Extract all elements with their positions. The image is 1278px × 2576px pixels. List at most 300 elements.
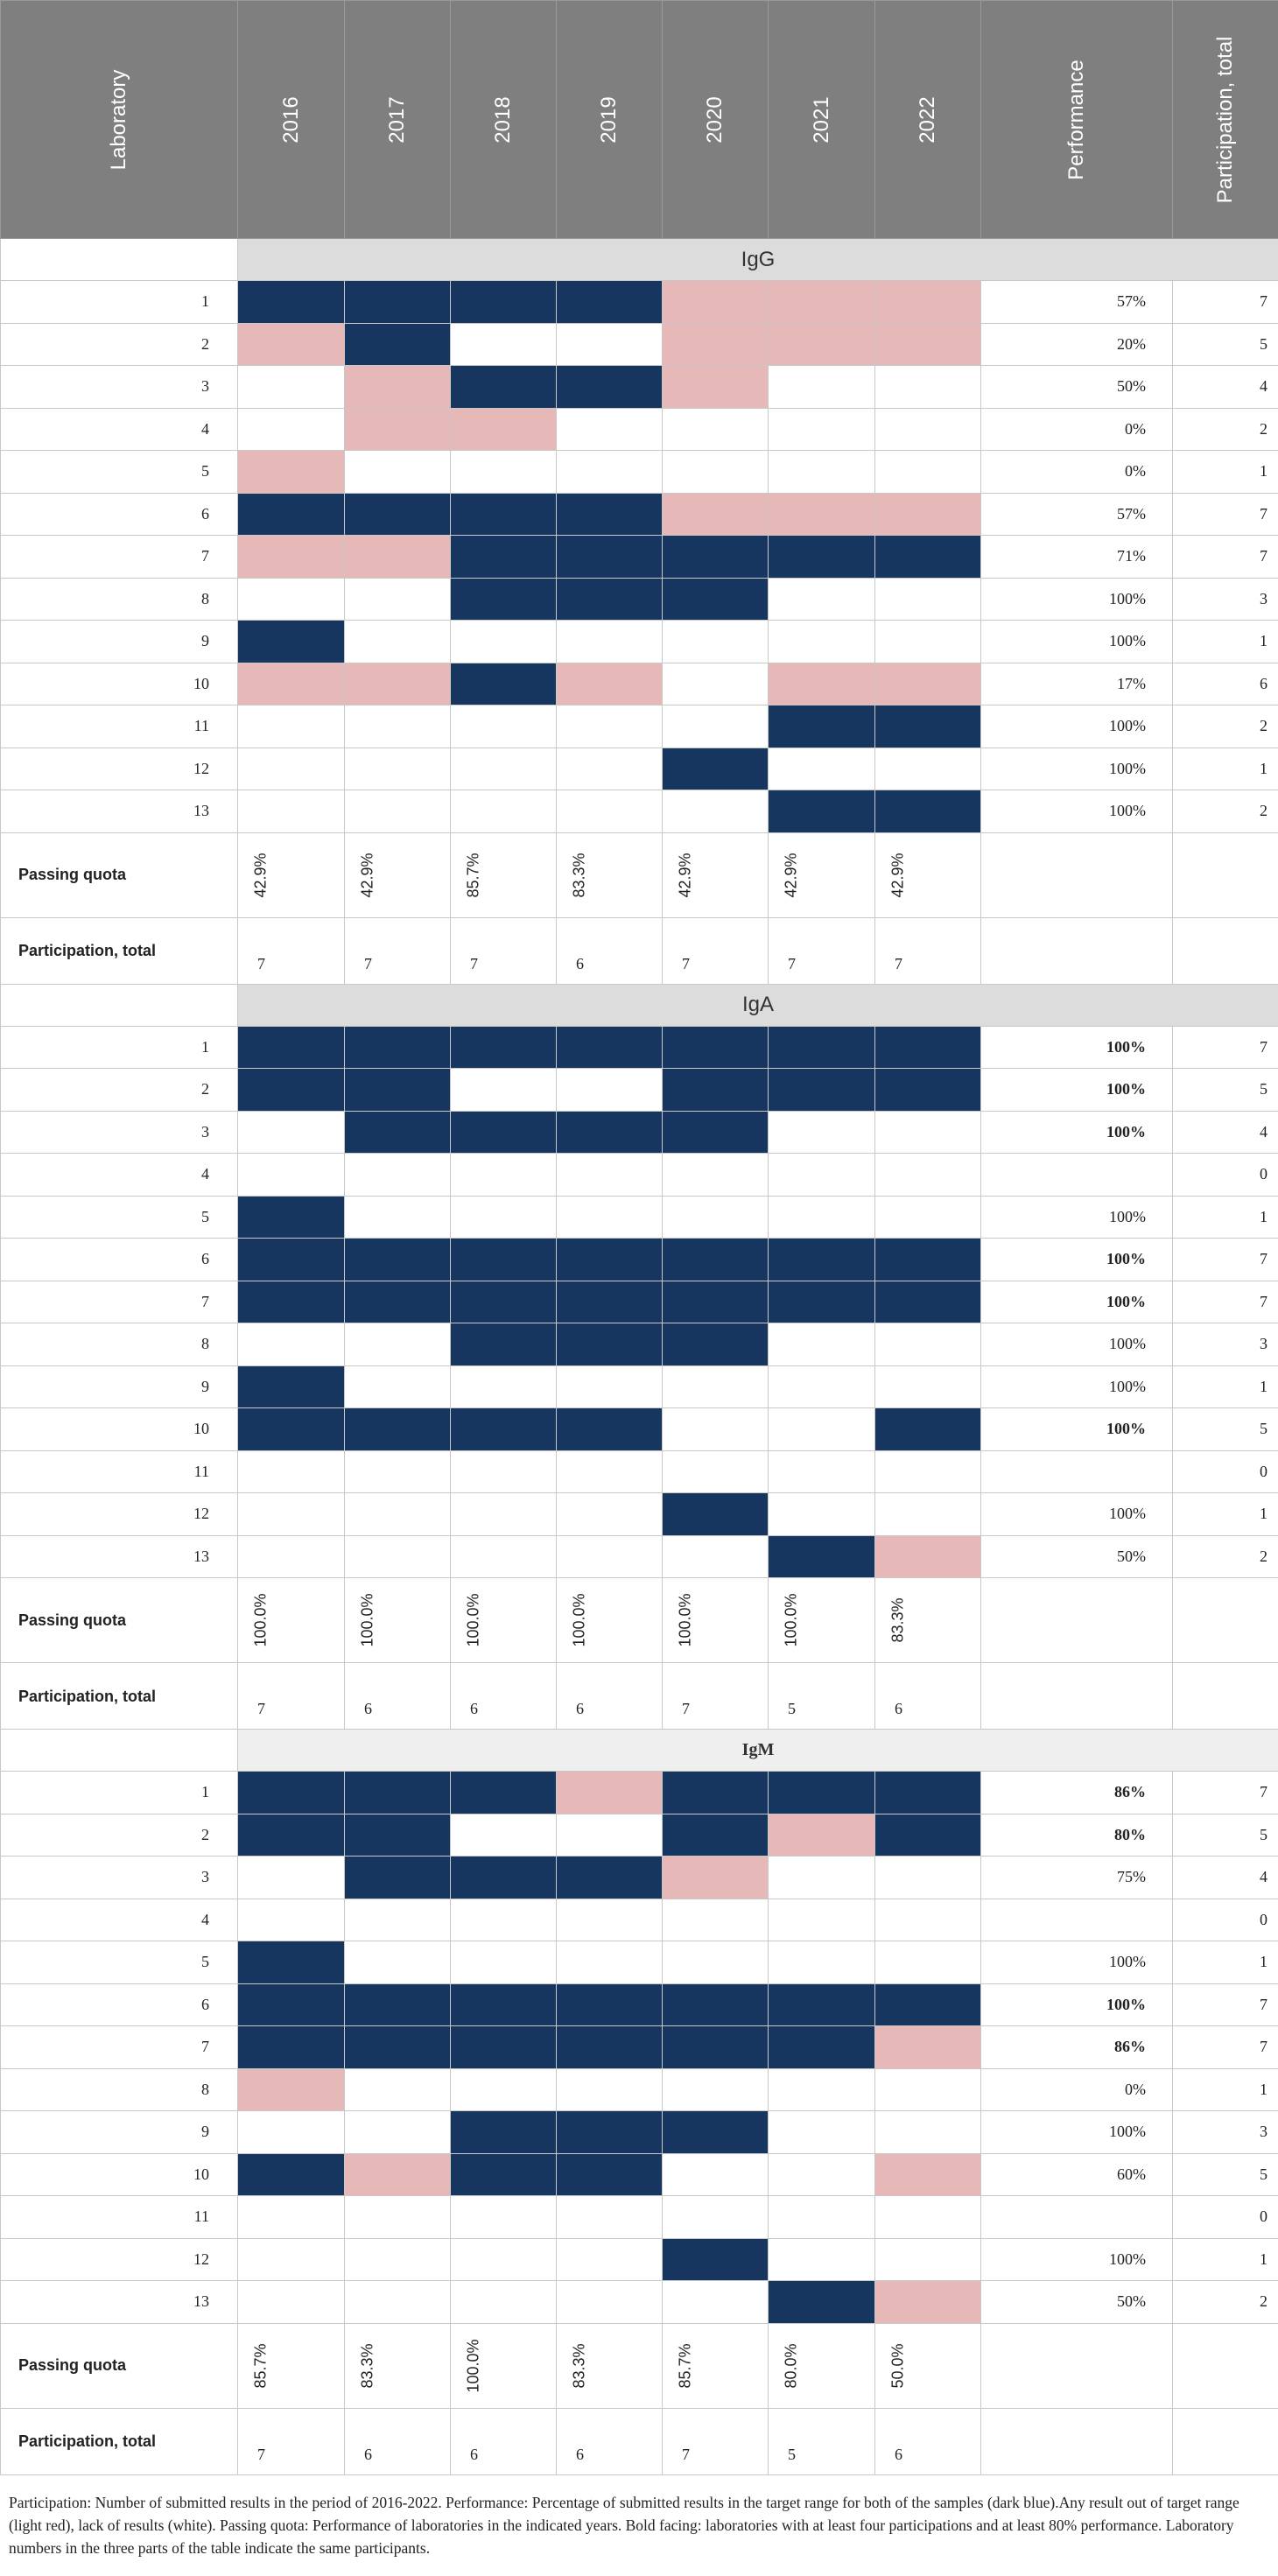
cell-no-result: [663, 1154, 769, 1197]
cell-no-result: [557, 621, 663, 663]
cell-no-result: [238, 790, 345, 833]
cell-in-target: [663, 748, 769, 790]
performance-value: 100%: [981, 1196, 1173, 1239]
table-row: [1, 323, 1278, 366]
participation-total-value: 6: [451, 1663, 557, 1730]
passing-quota-value: 100.0%: [451, 1578, 557, 1663]
cell-no-result: [769, 578, 875, 621]
cell-no-result: [451, 2068, 557, 2111]
cell-in-target: [451, 1323, 557, 1366]
cell-out-of-target: [769, 323, 875, 366]
performance-value: 86%: [981, 2026, 1173, 2069]
cell-in-target: [769, 1026, 875, 1069]
cell-no-result: [557, 1941, 663, 1984]
passing-quota-value: 83.3%: [557, 832, 663, 917]
passing-quota-value: 100.0%: [663, 1578, 769, 1663]
lab-number: 2: [1, 1069, 238, 1112]
cell-out-of-target: [345, 2153, 451, 2196]
cell-in-target: [451, 1408, 557, 1451]
participation-value: 5: [1173, 323, 1278, 366]
performance-value: [981, 1450, 1173, 1493]
lab-number: 12: [1, 748, 238, 790]
passing-quota-value: 42.9%: [238, 832, 345, 917]
table-row: [1, 2196, 1278, 2239]
cell-in-target: [663, 1111, 769, 1154]
cell-in-target: [451, 1239, 557, 1281]
participation-value: 1: [1173, 748, 1278, 790]
table-row: [1, 366, 1278, 409]
cell-no-result: [451, 2281, 557, 2324]
cell-out-of-target: [663, 323, 769, 366]
cell-no-result: [345, 705, 451, 748]
table-row: [1, 1281, 1278, 1323]
empty-cell: [1173, 2408, 1278, 2474]
cell-in-target: [345, 1069, 451, 1112]
performance-value: 100%: [981, 1983, 1173, 2026]
cell-in-target: [238, 2026, 345, 2069]
lab-number: 4: [1, 1899, 238, 1941]
lab-number: 2: [1, 1814, 238, 1857]
lab-number: 10: [1, 1408, 238, 1451]
cell-out-of-target: [875, 2281, 981, 2324]
lab-number: 11: [1, 705, 238, 748]
participation-value: 1: [1173, 1941, 1278, 1984]
cell-no-result: [345, 790, 451, 833]
cell-no-result: [451, 1154, 557, 1197]
cell-no-result: [663, 1899, 769, 1941]
lab-number: 1: [1, 1026, 238, 1069]
passing-quota-label: Passing quota: [1, 832, 238, 917]
table-row: [1, 1154, 1278, 1197]
table-row: [1, 578, 1278, 621]
cell-in-target: [875, 1814, 981, 1857]
cell-no-result: [238, 2111, 345, 2154]
cell-no-result: [238, 705, 345, 748]
cell-no-result: [663, 1408, 769, 1451]
cell-out-of-target: [663, 281, 769, 324]
cell-no-result: [663, 408, 769, 451]
table-row: [1, 1941, 1278, 1984]
performance-value: 100%: [981, 578, 1173, 621]
lab-number: 7: [1, 1281, 238, 1323]
cell-no-result: [451, 1493, 557, 1536]
lab-number: 3: [1, 1111, 238, 1154]
participation-total-value: 7: [238, 1663, 345, 1730]
table-row: [1, 1365, 1278, 1408]
empty-cell: [981, 1578, 1173, 1663]
cell-in-target: [769, 1281, 875, 1323]
cell-out-of-target: [875, 1535, 981, 1578]
cell-in-target: [663, 1983, 769, 2026]
header-year: 2021: [769, 1, 875, 239]
cell-no-result: [875, 1154, 981, 1197]
cell-no-result: [663, 790, 769, 833]
passing-quota-value: 85.7%: [238, 2323, 345, 2408]
performance-value: 100%: [981, 748, 1173, 790]
performance-value: 100%: [981, 1408, 1173, 1451]
cell-in-target: [238, 1196, 345, 1239]
cell-in-target: [875, 705, 981, 748]
participation-value: 4: [1173, 1111, 1278, 1154]
empty-cell: [981, 1663, 1173, 1730]
participation-total-row: [1, 1663, 1278, 1730]
performance-value: 100%: [981, 790, 1173, 833]
participation-value: 1: [1173, 1365, 1278, 1408]
cell-no-result: [875, 1196, 981, 1239]
lab-number: 9: [1, 621, 238, 663]
lab-number: 6: [1, 493, 238, 536]
cell-no-result: [238, 1493, 345, 1536]
cell-no-result: [557, 1899, 663, 1941]
cell-out-of-target: [875, 2153, 981, 2196]
cell-no-result: [875, 2196, 981, 2239]
cell-in-target: [875, 790, 981, 833]
cell-no-result: [345, 2281, 451, 2324]
table-row: [1, 2026, 1278, 2069]
cell-in-target: [238, 1772, 345, 1814]
passing-quota-value: 100.0%: [769, 1578, 875, 1663]
lab-number: 9: [1, 1365, 238, 1408]
table-row: [1, 621, 1278, 663]
lab-number: 4: [1, 1154, 238, 1197]
cell-no-result: [769, 1899, 875, 1941]
cell-in-target: [769, 536, 875, 579]
performance-value: [981, 1899, 1173, 1941]
cell-no-result: [769, 366, 875, 409]
header-performance: Performance: [981, 1, 1173, 239]
cell-in-target: [663, 1772, 769, 1814]
cell-no-result: [769, 2238, 875, 2281]
cell-no-result: [345, 1899, 451, 1941]
cell-no-result: [238, 408, 345, 451]
cell-no-result: [557, 748, 663, 790]
cell-no-result: [345, 2238, 451, 2281]
passing-quota-value: 85.7%: [451, 832, 557, 917]
cell-in-target: [663, 1814, 769, 1857]
cell-in-target: [451, 2026, 557, 2069]
cell-no-result: [238, 1450, 345, 1493]
cell-in-target: [238, 1239, 345, 1281]
cell-no-result: [557, 2238, 663, 2281]
cell-in-target: [238, 1941, 345, 1984]
passing-quota-row: [1, 832, 1278, 917]
participation-value: 3: [1173, 1323, 1278, 1366]
participation-total-value: 7: [345, 917, 451, 984]
cell-no-result: [451, 323, 557, 366]
header-year: 2017: [345, 1, 451, 239]
performance-value: 57%: [981, 493, 1173, 536]
cell-no-result: [238, 366, 345, 409]
cell-no-result: [557, 2196, 663, 2239]
cell-no-result: [238, 578, 345, 621]
lab-number: 5: [1, 1941, 238, 1984]
passing-quota-value: 80.0%: [769, 2323, 875, 2408]
passing-quota-label: Passing quota: [1, 2323, 238, 2408]
cell-out-of-target: [875, 493, 981, 536]
cell-no-result: [769, 1154, 875, 1197]
passing-quota-value: 42.9%: [769, 832, 875, 917]
participation-total-value: 7: [451, 917, 557, 984]
cell-no-result: [345, 1365, 451, 1408]
cell-in-target: [663, 1281, 769, 1323]
cell-out-of-target: [345, 536, 451, 579]
table-row: [1, 705, 1278, 748]
table-row: [1, 1450, 1278, 1493]
cell-in-target: [663, 1493, 769, 1536]
cell-out-of-target: [663, 493, 769, 536]
participation-value: 7: [1173, 1772, 1278, 1814]
cell-in-target: [663, 1026, 769, 1069]
participation-total-value: 6: [557, 917, 663, 984]
cell-no-result: [345, 1450, 451, 1493]
lab-number: 4: [1, 408, 238, 451]
performance-value: 86%: [981, 1772, 1173, 1814]
cell-no-result: [557, 705, 663, 748]
cell-in-target: [451, 493, 557, 536]
cell-out-of-target: [769, 281, 875, 324]
cell-no-result: [345, 2068, 451, 2111]
cell-no-result: [238, 2281, 345, 2324]
cell-no-result: [769, 2153, 875, 2196]
cell-no-result: [663, 1941, 769, 1984]
performance-value: 80%: [981, 1814, 1173, 1857]
cell-no-result: [451, 621, 557, 663]
cell-in-target: [451, 281, 557, 324]
empty-cell: [1173, 1578, 1278, 1663]
cell-no-result: [875, 1899, 981, 1941]
lab-number: 2: [1, 323, 238, 366]
cell-in-target: [345, 1814, 451, 1857]
cell-in-target: [875, 1408, 981, 1451]
cell-in-target: [451, 1983, 557, 2026]
performance-value: 75%: [981, 1857, 1173, 1899]
cell-no-result: [663, 663, 769, 705]
participation-total-row: [1, 917, 1278, 984]
table-row: [1, 1111, 1278, 1154]
performance-value: 100%: [981, 2111, 1173, 2154]
cell-in-target: [557, 1111, 663, 1154]
table-row: [1, 2068, 1278, 2111]
participation-total-value: 7: [875, 917, 981, 984]
lab-number: 5: [1, 1196, 238, 1239]
cell-in-target: [238, 621, 345, 663]
cell-no-result: [875, 1493, 981, 1536]
participation-value: 4: [1173, 366, 1278, 409]
lab-number: 13: [1, 1535, 238, 1578]
cell-in-target: [875, 1069, 981, 1112]
cell-in-target: [557, 2026, 663, 2069]
cell-no-result: [769, 1111, 875, 1154]
participation-value: 6: [1173, 663, 1278, 705]
cell-no-result: [875, 1450, 981, 1493]
cell-no-result: [451, 1450, 557, 1493]
participation-value: 1: [1173, 2238, 1278, 2281]
cell-in-target: [345, 1239, 451, 1281]
lab-number: 12: [1, 2238, 238, 2281]
lab-number: 3: [1, 366, 238, 409]
performance-value: 50%: [981, 2281, 1173, 2324]
performance-value: 20%: [981, 323, 1173, 366]
table-row: [1, 536, 1278, 579]
performance-value: 100%: [981, 1069, 1173, 1112]
cell-in-target: [663, 1069, 769, 1112]
cell-no-result: [769, 1493, 875, 1536]
header-year: 2018: [451, 1, 557, 239]
cell-in-target: [875, 1772, 981, 1814]
cell-out-of-target: [345, 366, 451, 409]
empty-cell: [1173, 1663, 1278, 1730]
table-row: [1, 1983, 1278, 2026]
lab-number: 10: [1, 663, 238, 705]
section-blank: [1, 984, 238, 1026]
participation-total-value: 7: [769, 917, 875, 984]
cell-no-result: [663, 2196, 769, 2239]
cell-no-result: [557, 1493, 663, 1536]
cell-no-result: [663, 705, 769, 748]
cell-in-target: [875, 1983, 981, 2026]
cell-in-target: [557, 281, 663, 324]
cell-no-result: [345, 2111, 451, 2154]
performance-value: 71%: [981, 536, 1173, 579]
table-row: [1, 1814, 1278, 1857]
header-year: 2020: [663, 1, 769, 239]
participation-total-value: 5: [769, 2408, 875, 2474]
cell-in-target: [345, 2026, 451, 2069]
cell-no-result: [345, 1154, 451, 1197]
cell-out-of-target: [345, 663, 451, 705]
cell-no-result: [557, 2281, 663, 2324]
cell-no-result: [451, 1941, 557, 1984]
cell-in-target: [663, 2238, 769, 2281]
cell-out-of-target: [663, 1857, 769, 1899]
cell-in-target: [663, 2026, 769, 2069]
cell-no-result: [875, 1323, 981, 1366]
cell-out-of-target: [769, 493, 875, 536]
cell-no-result: [238, 1154, 345, 1197]
participation-total-label: Participation, total: [1, 917, 238, 984]
cell-no-result: [875, 748, 981, 790]
cell-no-result: [663, 1535, 769, 1578]
passing-quota-row: [1, 2323, 1278, 2408]
participation-total-value: 6: [875, 2408, 981, 2474]
cell-in-target: [451, 1857, 557, 1899]
cell-out-of-target: [238, 323, 345, 366]
cell-no-result: [451, 2196, 557, 2239]
participation-value: 3: [1173, 578, 1278, 621]
lab-number: 8: [1, 1323, 238, 1366]
cell-in-target: [557, 1408, 663, 1451]
lab-number: 7: [1, 2026, 238, 2069]
cell-in-target: [557, 366, 663, 409]
participation-total-value: 7: [663, 917, 769, 984]
table-row: [1, 451, 1278, 494]
cell-no-result: [451, 748, 557, 790]
cell-in-target: [238, 281, 345, 324]
table-row: [1, 1026, 1278, 1069]
participation-value: 5: [1173, 1408, 1278, 1451]
participation-value: 7: [1173, 2026, 1278, 2069]
passing-quota-value: 50.0%: [875, 2323, 981, 2408]
lab-number: 8: [1, 2068, 238, 2111]
header-participation-total: Participation, total: [1173, 1, 1278, 239]
cell-no-result: [557, 1814, 663, 1857]
cell-no-result: [875, 1857, 981, 1899]
cell-no-result: [557, 1069, 663, 1112]
participation-total-value: 6: [557, 2408, 663, 2474]
table-row: [1, 1408, 1278, 1451]
cell-out-of-target: [769, 1814, 875, 1857]
empty-cell: [1173, 832, 1278, 917]
cell-in-target: [451, 2111, 557, 2154]
table-row: [1, 408, 1278, 451]
cell-no-result: [769, 451, 875, 494]
cell-no-result: [769, 1196, 875, 1239]
cell-no-result: [557, 790, 663, 833]
participation-total-label: Participation, total: [1, 2408, 238, 2474]
participation-total-value: 7: [663, 1663, 769, 1730]
cell-in-target: [663, 1239, 769, 1281]
cell-in-target: [345, 1772, 451, 1814]
table-row: [1, 790, 1278, 833]
footnote: Participation: Number of submitted results in the period of 2016-2022. Performance: Percentage of submitted results in the target range for both of the samples (dark blue).Any result out of target range (light red), lack of results (white). Passing quota: Performance of laboratories in the indicated years. Bold facing: laboratories with at least four participations and at least 80% performance. Laboratory numbers in the three parts of the table indicate the same participants.: [9, 2494, 1239, 2557]
lab-number: 6: [1, 1983, 238, 2026]
participation-value: 5: [1173, 1069, 1278, 1112]
cell-in-target: [451, 2153, 557, 2196]
cell-no-result: [875, 1941, 981, 1984]
cell-no-result: [345, 748, 451, 790]
section-title: IgG: [238, 239, 1278, 281]
cell-no-result: [451, 451, 557, 494]
cell-in-target: [557, 1281, 663, 1323]
cell-no-result: [451, 2238, 557, 2281]
cell-no-result: [769, 1941, 875, 1984]
cell-no-result: [875, 408, 981, 451]
cell-in-target: [238, 1026, 345, 1069]
participation-value: 7: [1173, 536, 1278, 579]
section-title: IgA: [238, 984, 1278, 1026]
cell-in-target: [238, 1069, 345, 1112]
cell-no-result: [769, 1408, 875, 1451]
cell-in-target: [345, 1408, 451, 1451]
cell-in-target: [769, 1535, 875, 1578]
performance-value: 0%: [981, 2068, 1173, 2111]
participation-value: 2: [1173, 2281, 1278, 2324]
participation-value: 0: [1173, 1899, 1278, 1941]
performance-value: 60%: [981, 2153, 1173, 2196]
empty-cell: [981, 832, 1173, 917]
table-row: [1, 2281, 1278, 2324]
passing-quota-value: 42.9%: [663, 832, 769, 917]
cell-no-result: [663, 1365, 769, 1408]
cell-no-result: [875, 1365, 981, 1408]
cell-in-target: [238, 1983, 345, 2026]
passing-quota-value: 42.9%: [345, 832, 451, 917]
cell-no-result: [557, 1196, 663, 1239]
performance-value: 100%: [981, 1111, 1173, 1154]
cell-no-result: [663, 451, 769, 494]
cell-in-target: [769, 790, 875, 833]
lab-number: 12: [1, 1493, 238, 1536]
header-row: [1, 1, 1278, 239]
cell-in-target: [557, 1026, 663, 1069]
participation-total-value: 7: [238, 2408, 345, 2474]
cell-in-target: [875, 1281, 981, 1323]
cell-in-target: [238, 1408, 345, 1451]
cell-in-target: [451, 1111, 557, 1154]
participation-value: 3: [1173, 2111, 1278, 2154]
cell-no-result: [663, 2153, 769, 2196]
passing-quota-value: 42.9%: [875, 832, 981, 917]
